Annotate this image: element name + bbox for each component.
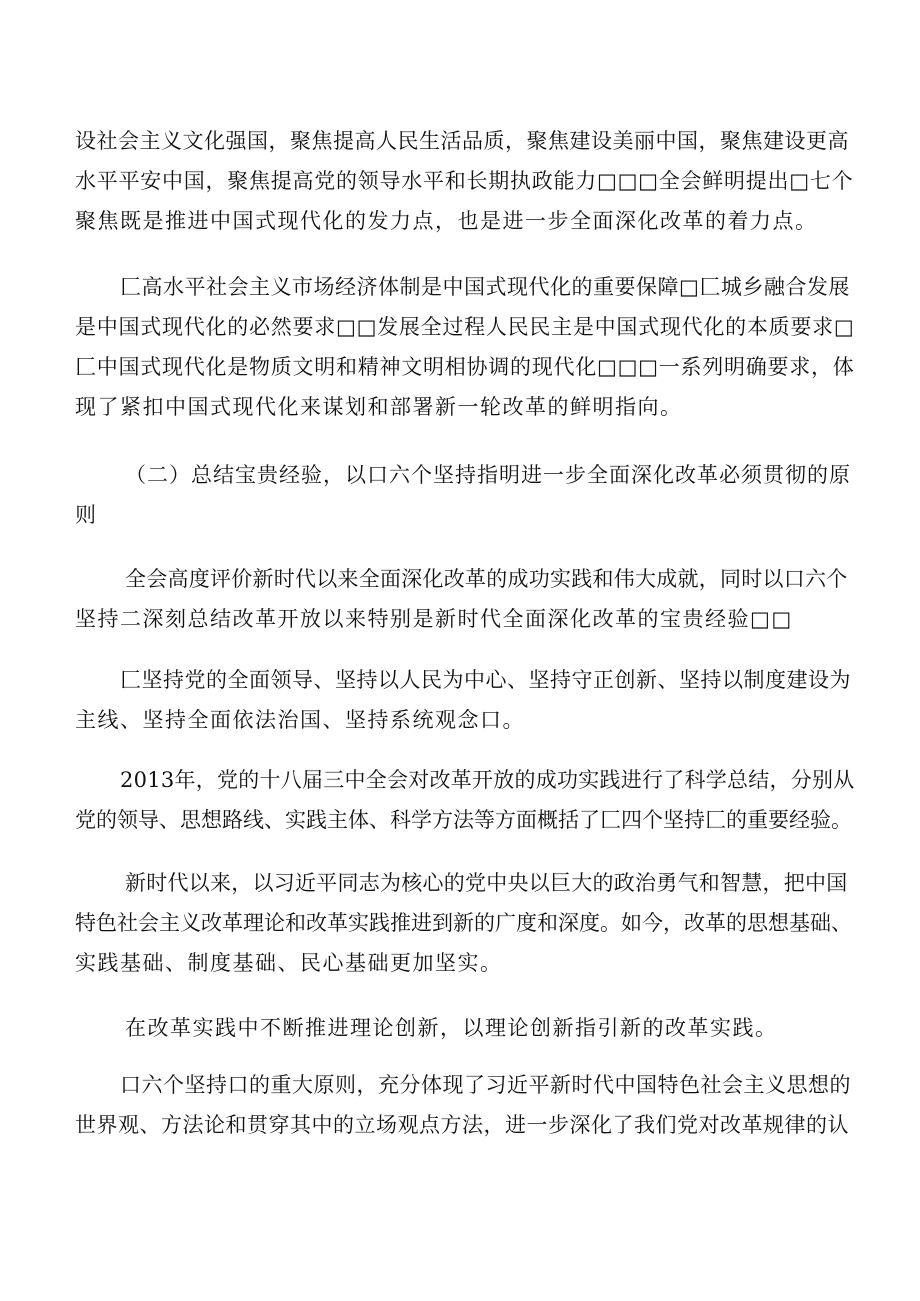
text-line: 实践基础、制度基础、民心基础更加坚实。 bbox=[75, 951, 503, 975]
text-line: 主线、坚持全面依法治国、坚持系统观念口。 bbox=[75, 708, 525, 732]
text-line: 新时代以来，以习近平同志为核心的党中央以巨大的政治勇气和智慧，把中国 bbox=[125, 871, 848, 895]
paragraph-5 bbox=[75, 760, 855, 840]
text-line: 口六个坚持口的重大原则，充分体现了习近平新时代中国特色社会主义思想的 bbox=[120, 1073, 851, 1097]
text-line: ⼕坚持党的全面领导、坚持以人民为中心、坚持守正创新、坚持以制度建设为 bbox=[120, 668, 851, 692]
section-heading bbox=[75, 455, 855, 535]
text-line: （二）总结宝贵经验，以口六个坚持指明进一步全面深化改革必须贯彻的原 bbox=[125, 463, 851, 487]
text-line: 在改革实践中不断推进理论创新，以理论创新指引新的改革实践。 bbox=[125, 1016, 778, 1040]
text-line: 水平平安中国，聚焦提高党的领导水平和长期执政能力□□□全会鲜明提出□七个 bbox=[75, 169, 854, 193]
text-line: ⼕中国式现代化是物质文明和精神文明相协调的现代化□□□一系列明确要求，体 bbox=[75, 355, 855, 379]
paragraph-4 bbox=[75, 660, 855, 740]
text-line: 是中国式现代化的必然要求□□发展全过程人民民主是中国式现代化的本质要求□ bbox=[75, 315, 855, 339]
paragraph-7 bbox=[75, 1008, 855, 1048]
text-line: 则 bbox=[75, 503, 98, 527]
paragraph-6 bbox=[75, 863, 855, 983]
text-line: 现了紧扣中国式现代化来谋划和部署新一轮改革的鲜明指向。 bbox=[75, 395, 683, 419]
paragraph-3 bbox=[75, 559, 855, 639]
text-line: 聚焦既是推进中国式现代化的发力点，也是进一步全面深化改革的着力点。 bbox=[75, 209, 818, 233]
text-line: 2013年，党的十八届三中全会对改革开放的成功实践进行了科学总结，分别从 bbox=[120, 768, 855, 792]
text-line: 坚持二深刻总结改革开放以来特别是新时代全面深化改革的宝贵经验□□ bbox=[75, 607, 793, 631]
paragraph-1 bbox=[75, 121, 855, 241]
text-line: 党的领导、思想路线、实践主体、科学方法等方面概括了⼕四个坚持⼕的重要经验。 bbox=[75, 808, 852, 832]
paragraph-2 bbox=[75, 267, 855, 427]
text-line: 设社会主义文化强国，聚焦提高人民生活品质，聚焦建设美丽中国，聚焦建设更高 bbox=[75, 129, 849, 153]
text-line: 特色社会主义改革理论和改革实践推进到新的广度和深度。如今，改革的思想基础、 bbox=[75, 911, 852, 935]
paragraph-8 bbox=[75, 1065, 855, 1145]
text-line: 全会高度评价新时代以来全面深化改革的成功实践和伟大成就，同时以口六个 bbox=[125, 567, 848, 591]
text-line: 世界观、方法论和贯穿其中的立场观点方法，进一步深化了我们党对改革规律的认 bbox=[75, 1113, 849, 1137]
text-line: ⼕高水平社会主义市场经济体制是中国式现代化的重要保障□⼕城乡融合发展 bbox=[120, 275, 850, 299]
